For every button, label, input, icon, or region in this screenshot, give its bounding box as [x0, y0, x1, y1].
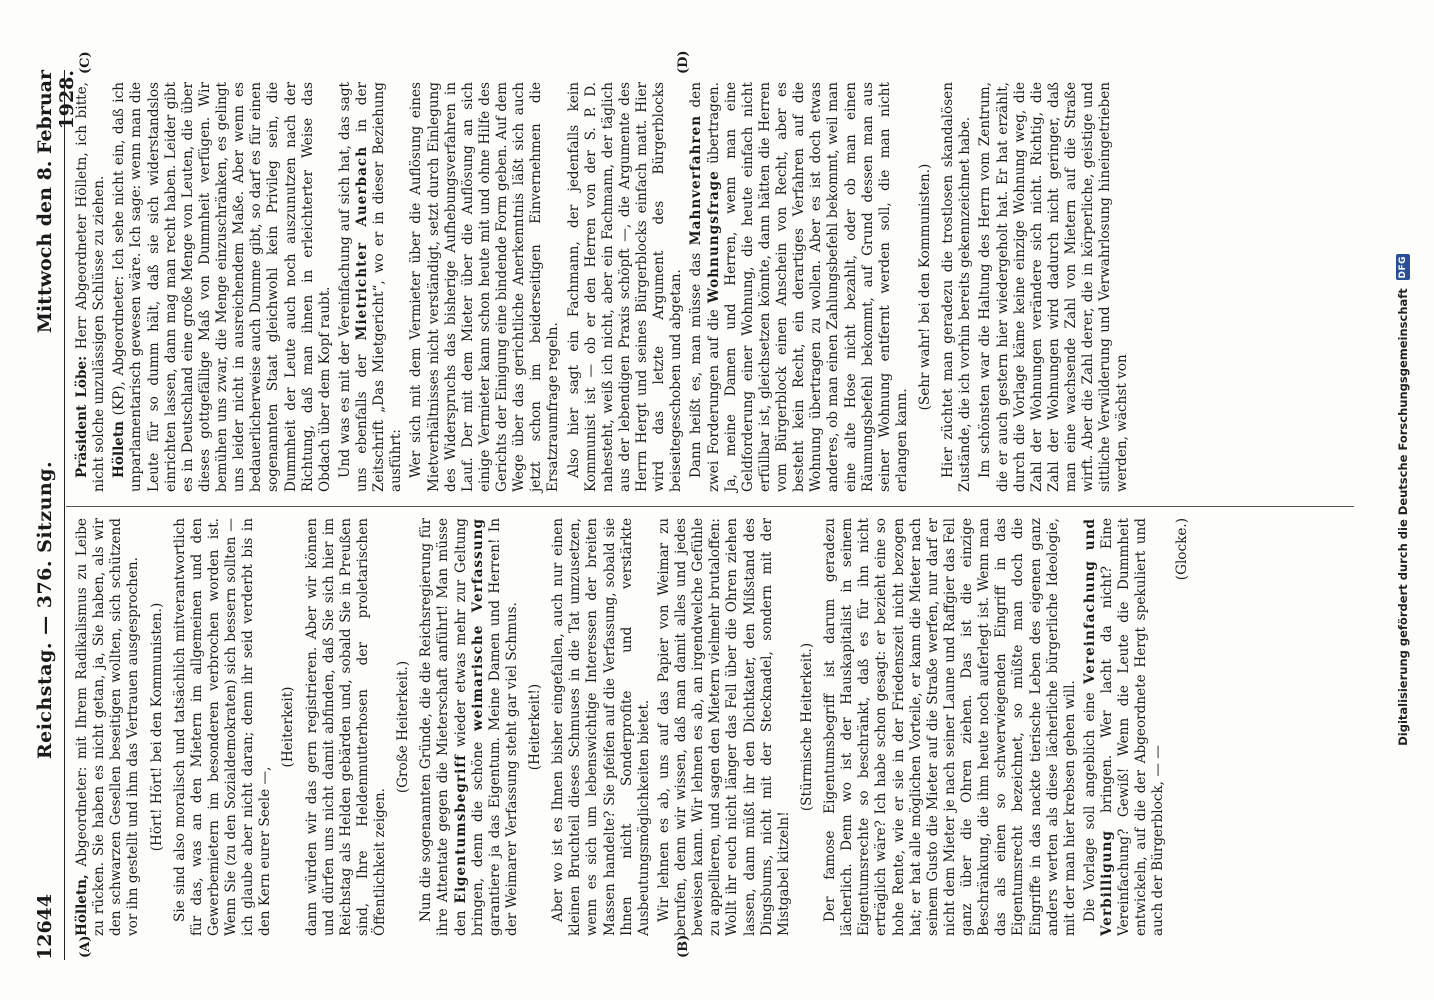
speaker-name: Hölletn, — [74, 874, 90, 936]
paragraph-text: Die Vorlage soll angeblich eine — [1081, 692, 1098, 922]
paragraph — [337, 82, 406, 492]
paragraph: Sie sind also moralisch und tatsächlich mitverantwortlich für das, was an den Mietern im allgemeinen und den Gewerbemietern im besonderen verbrochen worden ist. Wenn Sie (zu den Sozialdemokraten) sich bessern sollten — ich glaube aber nicht daran; denn ihr seid verderbt bis in den Kern eurer Seele —, — [171, 518, 274, 936]
interjection: (Hört! Hört! bei den Kommunisten.) — [148, 602, 165, 852]
paragraph-text: Ich sehe nicht ein, daß ich unparlamentarisch gewesen wäre. Ich sage: wenn man die Leute für so dumm hält, daß sie sich widerstandslos einrichten lassen, dann mag man recht haben. Leider gibt es in Deutschland eine große Menge von Leuten, die über dieses gottgefällige Maß von Dummheit verfügen. Wir bemühen uns zwar, die Menge einzuschränken, es gelingt uns leider nicht in ausreichendem Maße. Aber wenn es bedauerlicherweise auch Dumme gibt, so darf es für einen sogenannten Staat gleichwohl kein Privileg sein, die Dummheit der Leute auch noch auszunutzen nach der Richtung, daß man ihnen in erleichterter Weise das Obdach über dem Kopf raubt. — [111, 82, 333, 492]
paragraph-text: mit Ihrem Radikalismus zu Leibe zu rücken. Sie haben es nicht getan, ja, Sie haben, als wir den schwarzen Gesellen beseitigen wollten, sich schützend vor ihn gestellt und ihm das Vertrauen ausgesprochen. — [74, 518, 142, 936]
paragraph-text: Und was es mit der Vereinfachung auf sich hat, das sagt uns ebenfalls der — [336, 82, 370, 492]
paragraph: Hier züchtet man geradezu die trostlosen skandalösen Zustände, die ich vorhin bereits gekennzeichnet habe. — [940, 82, 974, 492]
paragraph: Wir lehnen es ab, uns auf das Papier von Weimar zu berufen, denn wir wissen, daß man damit alles und jedes beweisen kann. Wir lehnen es ab, an irgendwelche Gefühle zu appellieren, und sagen den Mietern vielmehr brutaloffen: Wollt ihr euch nicht länger das Fell über die Ohren ziehen lassen, dann müßt ihr den Dichtkater, den Mißstand des Dingsbums, nicht mit der Stecknadel, sondern mit der Mistgabel kitzeln! — [655, 518, 792, 936]
paragraph-text: bringen. Wer lacht da nicht? Eine Vereinfachung? Gewiß! Wenn die Leute die Dummheit entwickeln, auf die der Abgeordnete Hergt spekuliert und auch der Bürgerblock, — — — [1099, 518, 1167, 936]
paragraph: Im schönsten war die Haltung des Herrn vom Zentrum, die er auch gestern hier wiedergeholt hat. Er hat erzählt, durch die Vorlage käme keine einzige Wohnung weg, die Zahl der Wohnungen verändere sich nicht. Richtig, die Zahl der Wohnungen wird dadurch nicht geringer, daß man eine wachsende Zahl von Mietern auf die Straße wirft. Aber die Zahl derer, die in körperliche, geistige und sittliche Verwilderung und Verwahrlosung hineingetrieben werden, wächst von — [977, 82, 1131, 492]
paragraph — [1082, 518, 1168, 936]
paragraph — [74, 518, 143, 936]
page-header — [34, 70, 78, 960]
interjection: (Heiterkeit!) — [527, 683, 543, 771]
quoted-paragraph: Wer sich mit dem Vermieter über die Auflösung eines Mietverhältnisses nicht verständigt, setzt durch Einlegung des Widerspruchs das bisherige Aufhebungsverfahren in Lauf. Der mit dem Mieter über die Auflösung an sich einige Vermieter kann schon heute mit und ohne Hilfe des Gerichts der Einigung eine bindende Form geben. Auf dem Wege über das gerichtliche Anerkenntnis läßt sich auch jetzt schon im beiderseitigen Einvernehmen die Ersatzraumfrage regeln. — [408, 82, 562, 492]
page-title: Reichstag. — 376. Sitzung. — [34, 460, 56, 760]
session-date: Mittwoch den 8. Februar 1928. — [34, 70, 78, 334]
paragraph-text: übertragen. Ja, meine Damen und Herren, wenn man eine Geldforderung einer Wohnung, die heute einfach nicht erfüllbar ist, gleichsetzen könnte, dann hätten die Herren vom Bürgerblock einen Anschein von Recht, aber es besteht kein Recht, ein derartiges Verfahren auf die Wohnung übertragen zu wollen. Aber es ist doch etwas anderes, ob man einen Zahlungsbefehl bekommt, weil man eine alte Hose nicht bezahlt, oder ob man einen Räumungsbefehl bekommt, auf Grund dessen man aus seiner Wohnung entfernt werden soll, die man nicht erlangen kann. — [705, 82, 910, 492]
paragraph-text: in der Zeitschrift „Das Mietgericht“, wo er in dieser Beziehung ausführt: — [354, 81, 405, 492]
right-column — [74, 82, 1135, 492]
paragraph: Aber wo ist es Ihnen bisher eingefallen, auch nur einen kleinen Bruchteil dieses Schmuses in die Tat umzusetzen, wenn es sich um lebenswichtige Interessen der breiten Massen handelte? Sie pfeifen auf die Verfassung, sobald sie Ihnen nicht Sonderprofite und verstärkte Ausbeutungsmöglichkeiten bietet. — [550, 518, 652, 936]
emphasis-text: Wohnungsfrage — [705, 170, 722, 304]
paragraph-text: garantiere ja das Eigentum. Meine Damen und Herren! In der Weimarer Verfassung steht gar viel Schmus. — [486, 518, 520, 936]
paragraph — [688, 82, 911, 492]
dfg-logo: DFG — [1398, 255, 1408, 279]
column-divider — [66, 506, 1354, 507]
speaker-role: Abgeordneter: — [74, 766, 90, 867]
credit-text: Digitalisierung gefördert durch die Deutsche Forschungsgemeinschaft — [1396, 288, 1410, 746]
interjection: (Heiterkeit) — [280, 686, 297, 768]
paragraph-text: wieder etwas mehr zur Geltung bringen, denn die schöne — [452, 518, 486, 936]
paragraph — [111, 82, 334, 492]
margin-mark-b: (B) — [676, 934, 691, 958]
interjection: (Große Heiterkeit.) — [395, 660, 412, 794]
paragraph: Also hier sagt ein Fachmann, der jedenfalls kein Kommunist ist — ob er den Herren von der S. P. D. nahesteht, weiß ich nicht, aber ein Fachmann, der täglich aus der lebendigen Praxis schöpft —, die Argumente des Herrn Hergt und seines Bürgerblocks einfach matt. Hier wird das letzte Argument des Bürgerblocks beiseitegeschoben und abgetan. — [565, 82, 685, 492]
page-number: 12644 — [34, 893, 56, 960]
paragraph: dann würden wir das gern registrieren. Aber wir können und dürfen uns nicht damit abfinden, daß Sie sich hier im Reichstag als Helden gebärden und, sobald Sie in Preußen sind, Ihre Heldenmutterhosen der proletarischen Öffentlichkeit zeigen. — [303, 518, 388, 936]
digitization-credit — [1396, 0, 1410, 1000]
emphasis-text: Vereinfachung und Verbilligung — [1081, 518, 1115, 936]
paragraph-text: Dann heißt es, man müsse das — [688, 252, 705, 478]
paragraph — [74, 82, 108, 492]
paragraph-text: Herr Abgeordneter Hölletn, ich bitte, nicht solche unzulässigen Schlüsse zu ziehen. — [74, 82, 108, 492]
paragraph — [418, 518, 521, 936]
margin-mark-c: (C) — [78, 51, 93, 74]
paragraph-text: den zwei Forderungen auf die — [688, 82, 722, 492]
emphasis-text: Mahnverfahren — [688, 114, 705, 246]
speaker-name: Präsident Löbe: — [74, 355, 90, 478]
interjection: (Glocke.) — [1173, 518, 1190, 581]
interjection: (Sehr wahr! bei den Kommunisten.) — [917, 163, 933, 411]
margin-mark-d: (D) — [676, 50, 691, 74]
speaker-role: (KP), Abgeordneter: — [111, 275, 128, 416]
interjection: (Stürmische Heiterkeit.) — [798, 642, 815, 812]
emphasis-text: Eigentumsbegriff — [452, 754, 469, 904]
paragraph-text: Nun die sogenannten Gründe, die die Reichsregierung für ihre Attentate gegen die Mieterschaft anführt! Man müsse den — [418, 518, 469, 936]
left-column — [74, 518, 1194, 936]
header-rule — [64, 70, 65, 960]
margin-mark-a: (A) — [78, 935, 93, 958]
paragraph: Der famose Eigentumsbegriff ist darum geradezu lächerlich. Denn wo ist der Hauskapitalist in seinem Eigentumsrechte so beschränkt, daß es für ihn nicht erträglich wäre? Ich habe schon gesagt: er bezieht eine so hohe Rente, wie er sie in der Friedenszeit nicht bezogen hat; er hat alle möglichen Vorteile, er kann die Mieter nach seinem Gusto die Mieter auf die Straße werfen, nur darf er nicht dem Mieter je nach seiner Laune und Raffgier das Fell ganz über die Ohren ziehen. Das ist die einzige Beschränkung, die ihm heute noch auferlegt ist. Wenn man das als einen so schwerwiegenden Eingriff in das Eigentumsrecht bezeichnet, so müßte man doch die Eingriffe in das nackte tierische Leben des eigenen ganz anders werten als diese lächerliche bürgerliche Ideologie, mit der man hier krebsen gehen will. — [822, 518, 1078, 936]
speaker-name: Hölletn — [111, 420, 128, 478]
emphasis-text: Mietrichter Auerbach — [354, 145, 370, 341]
emphasis-text: weimarische Verfassung — [469, 518, 486, 732]
